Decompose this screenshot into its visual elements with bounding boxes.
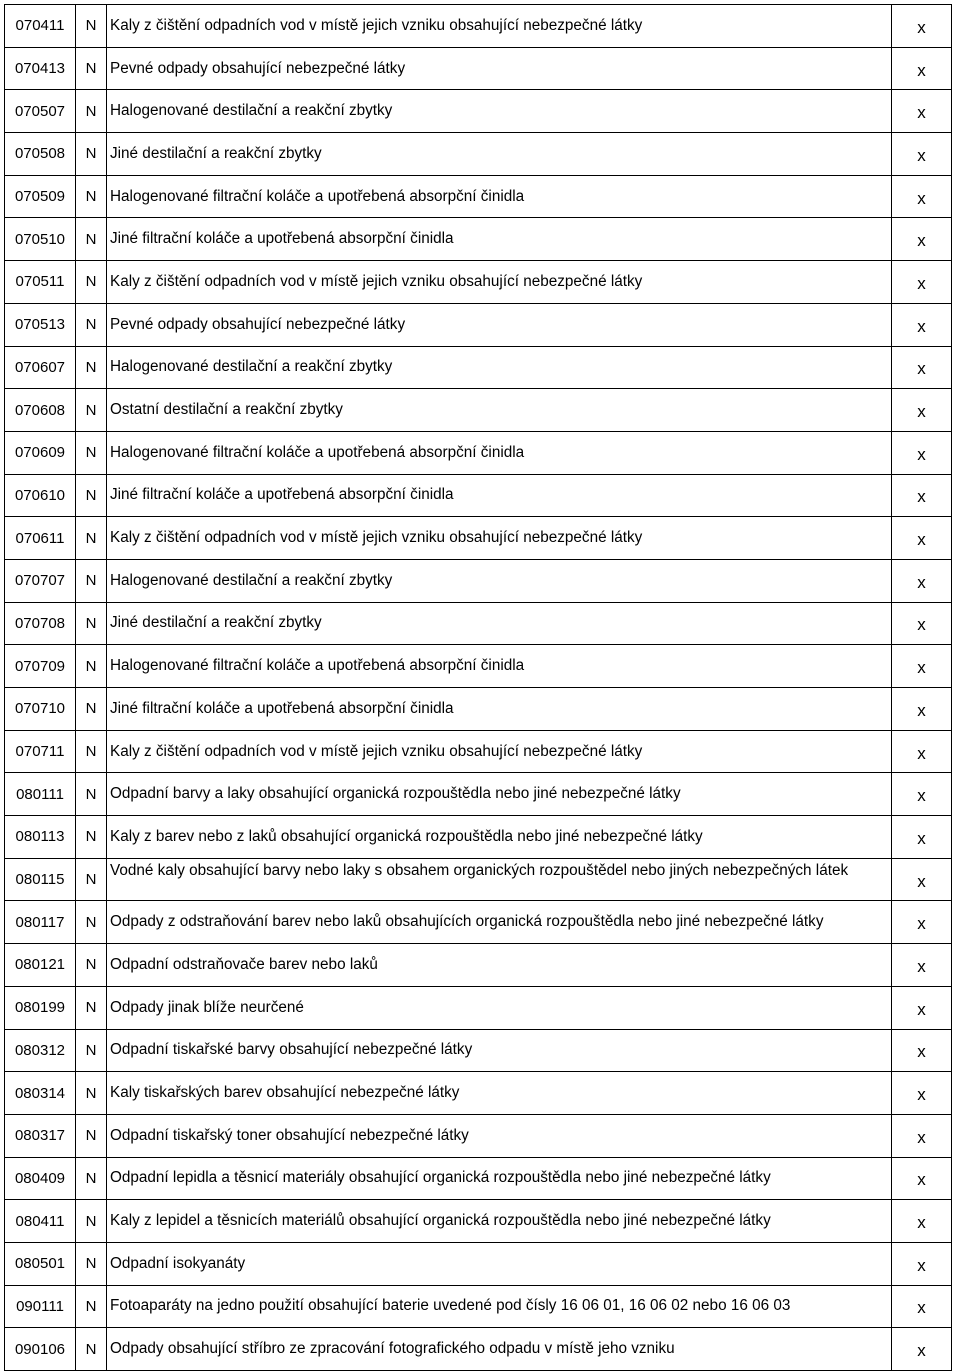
mark-cell: x: [892, 688, 952, 731]
mark-cell: x: [892, 1114, 952, 1157]
table-row: [5, 1157, 952, 1200]
mark-cell: x: [892, 303, 952, 346]
category-cell: N: [76, 901, 107, 944]
mark-cell: x: [892, 90, 952, 133]
waste-name-cell: Jiné filtrační koláče a upotřebená absorpční činidla: [107, 474, 892, 517]
waste-name-cell: Jiné destilační a reakční zbytky: [107, 602, 892, 645]
category-cell: N: [76, 389, 107, 432]
mark-cell: x: [892, 773, 952, 816]
table-row: [5, 986, 952, 1029]
mark-cell: x: [892, 944, 952, 987]
waste-name-cell: Halogenované filtrační koláče a upotřebená absorpční činidla: [107, 431, 892, 474]
waste-name-cell: Jiné filtrační koláče a upotřebená absorpční činidla: [107, 688, 892, 731]
category-cell: N: [76, 90, 107, 133]
waste-name-cell: Kaly z čištění odpadních vod v místě jejich vzniku obsahující nebezpečné látky: [107, 5, 892, 48]
mark-cell: x: [892, 1157, 952, 1200]
waste-name-cell: Pevné odpady obsahující nebezpečné látky: [107, 303, 892, 346]
mark-cell: x: [892, 1328, 952, 1371]
table-body: [5, 5, 952, 1371]
waste-code-cell: 080117: [5, 901, 76, 944]
table-row: [5, 858, 952, 901]
mark-cell: x: [892, 261, 952, 304]
mark-cell: x: [892, 602, 952, 645]
category-cell: N: [76, 773, 107, 816]
waste-code-cell: 080501: [5, 1242, 76, 1285]
mark-cell: x: [892, 133, 952, 176]
mark-cell: x: [892, 1285, 952, 1328]
mark-cell: x: [892, 517, 952, 560]
table-row: [5, 133, 952, 176]
category-cell: N: [76, 303, 107, 346]
waste-code-cell: 070411: [5, 5, 76, 48]
mark-cell: x: [892, 645, 952, 688]
category-cell: N: [76, 858, 107, 901]
waste-code-cell: 070610: [5, 474, 76, 517]
waste-name-cell: Odpadní lepidla a těsnicí materiály obsahující organická rozpouštědla nebo jiné nebezpečné látky: [107, 1157, 892, 1200]
category-cell: N: [76, 816, 107, 859]
waste-name-cell: [107, 858, 892, 901]
waste-code-cell: 070709: [5, 645, 76, 688]
waste-name-cell: Odpadní barvy a laky obsahující organická rozpouštědla nebo jiné nebezpečné látky: [107, 773, 892, 816]
table-row: [5, 47, 952, 90]
waste-name-cell: Halogenované destilační a reakční zbytky: [107, 346, 892, 389]
waste-code-cell: 070607: [5, 346, 76, 389]
mark-cell: x: [892, 730, 952, 773]
table-row: [5, 559, 952, 602]
waste-code-cell: 080312: [5, 1029, 76, 1072]
category-cell: N: [76, 730, 107, 773]
mark-cell: x: [892, 1029, 952, 1072]
mark-cell: x: [892, 1072, 952, 1115]
table-row: [5, 431, 952, 474]
waste-name-cell: Odpady z odstraňování barev nebo laků obsahujících organická rozpouštědla nebo jiné nebezpečné látky: [107, 901, 892, 944]
waste-code-cell: 080314: [5, 1072, 76, 1115]
category-cell: N: [76, 1242, 107, 1285]
mark-cell: x: [892, 1242, 952, 1285]
waste-code-cell: 080121: [5, 944, 76, 987]
waste-name-cell: Pevné odpady obsahující nebezpečné látky: [107, 47, 892, 90]
table-row: [5, 303, 952, 346]
table-row: [5, 90, 952, 133]
mark-cell: x: [892, 901, 952, 944]
mark-cell: x: [892, 858, 952, 901]
category-cell: N: [76, 431, 107, 474]
waste-name-cell: Jiné filtrační koláče a upotřebená absorpční činidla: [107, 218, 892, 261]
mark-cell: x: [892, 816, 952, 859]
category-cell: N: [76, 1328, 107, 1371]
waste-code-cell: 070608: [5, 389, 76, 432]
waste-code-cell: 070510: [5, 218, 76, 261]
category-cell: N: [76, 602, 107, 645]
category-cell: N: [76, 218, 107, 261]
waste-code-cell: 080111: [5, 773, 76, 816]
waste-name-cell: Odpady obsahující stříbro ze zpracování fotografického odpadu v místě jeho vzniku: [107, 1328, 892, 1371]
table-row: [5, 389, 952, 432]
waste-name-cell: Kaly z barev nebo z laků obsahující organická rozpouštědla nebo jiné nebezpečné látky: [107, 816, 892, 859]
category-cell: N: [76, 986, 107, 1029]
waste-catalogue-table: [4, 4, 952, 1371]
mark-cell: x: [892, 986, 952, 1029]
waste-name-cell: Halogenované destilační a reakční zbytky: [107, 559, 892, 602]
category-cell: N: [76, 346, 107, 389]
waste-code-cell: 070710: [5, 688, 76, 731]
mark-cell: x: [892, 346, 952, 389]
waste-name-cell: Fotoaparáty na jedno použití obsahující baterie uvedené pod čísly 16 06 01, 16 06 02 nebo 16 06 03: [107, 1285, 892, 1328]
category-cell: N: [76, 559, 107, 602]
table-row: [5, 517, 952, 560]
table-row: [5, 1242, 952, 1285]
waste-code-cell: 080115: [5, 858, 76, 901]
category-cell: N: [76, 1072, 107, 1115]
table-row: [5, 602, 952, 645]
table-row: [5, 261, 952, 304]
waste-code-cell: 080199: [5, 986, 76, 1029]
waste-name-cell: Kaly z lepidel a těsnicích materiálů obsahující organická rozpouštědla nebo jiné nebezpečné látky: [107, 1200, 892, 1243]
category-cell: N: [76, 5, 107, 48]
table-row: [5, 645, 952, 688]
mark-cell: x: [892, 47, 952, 90]
waste-name-cell: Odpadní odstraňovače barev nebo laků: [107, 944, 892, 987]
waste-code-cell: 070708: [5, 602, 76, 645]
waste-name-cell: Odpadní tiskařské barvy obsahující nebezpečné látky: [107, 1029, 892, 1072]
waste-code-cell: 090106: [5, 1328, 76, 1371]
category-cell: N: [76, 133, 107, 176]
category-cell: N: [76, 517, 107, 560]
mark-cell: x: [892, 389, 952, 432]
table-row: [5, 1328, 952, 1371]
category-cell: N: [76, 1157, 107, 1200]
table-row: [5, 1114, 952, 1157]
table-row: [5, 175, 952, 218]
table-row: [5, 1072, 952, 1115]
waste-code-cell: 070711: [5, 730, 76, 773]
table-row: [5, 5, 952, 48]
table-row: [5, 1200, 952, 1243]
waste-code-cell: 080409: [5, 1157, 76, 1200]
table-row: [5, 944, 952, 987]
table-row: [5, 816, 952, 859]
waste-code-cell: 070707: [5, 559, 76, 602]
mark-cell: x: [892, 218, 952, 261]
waste-code-cell: 080411: [5, 1200, 76, 1243]
waste-code-cell: 080317: [5, 1114, 76, 1157]
category-cell: N: [76, 1029, 107, 1072]
waste-code-cell: 070609: [5, 431, 76, 474]
waste-code-cell: 070507: [5, 90, 76, 133]
waste-name-cell: Odpady jinak blíže neurčené: [107, 986, 892, 1029]
mark-cell: x: [892, 5, 952, 48]
mark-cell: x: [892, 474, 952, 517]
waste-code-cell: 070511: [5, 261, 76, 304]
waste-name-cell: Halogenované destilační a reakční zbytky: [107, 90, 892, 133]
waste-name-cell: Ostatní destilační a reakční zbytky: [107, 389, 892, 432]
category-cell: N: [76, 474, 107, 517]
table-row: [5, 730, 952, 773]
waste-code-cell: 070509: [5, 175, 76, 218]
table-row: [5, 773, 952, 816]
table-row: [5, 688, 952, 731]
waste-code-cell: 080113: [5, 816, 76, 859]
waste-code-cell: 070413: [5, 47, 76, 90]
category-cell: N: [76, 1285, 107, 1328]
category-cell: N: [76, 645, 107, 688]
category-cell: N: [76, 688, 107, 731]
category-cell: N: [76, 1200, 107, 1243]
table-row: [5, 346, 952, 389]
waste-name-text: Vodné kaly obsahující barvy nebo laky s obsahem organických rozpouštědel nebo jiných nebezpečných látek: [110, 861, 849, 879]
mark-cell: x: [892, 431, 952, 474]
waste-name-cell: Kaly tiskařských barev obsahující nebezpečné látky: [107, 1072, 892, 1115]
table-row: [5, 1029, 952, 1072]
waste-name-cell: Kaly z čištění odpadních vod v místě jejich vzniku obsahující nebezpečné látky: [107, 517, 892, 560]
category-cell: N: [76, 175, 107, 218]
category-cell: N: [76, 1114, 107, 1157]
waste-code-cell: 070611: [5, 517, 76, 560]
waste-code-cell: 090111: [5, 1285, 76, 1328]
table-row: [5, 901, 952, 944]
mark-cell: x: [892, 1200, 952, 1243]
waste-name-cell: Halogenované filtrační koláče a upotřebená absorpční činidla: [107, 645, 892, 688]
table-row: [5, 218, 952, 261]
category-cell: N: [76, 47, 107, 90]
waste-name-cell: Odpadní tiskařský toner obsahující nebezpečné látky: [107, 1114, 892, 1157]
category-cell: N: [76, 261, 107, 304]
waste-name-cell: Kaly z čištění odpadních vod v místě jejich vzniku obsahující nebezpečné látky: [107, 730, 892, 773]
waste-code-cell: 070513: [5, 303, 76, 346]
waste-name-cell: Odpadní isokyanáty: [107, 1242, 892, 1285]
waste-name-cell: Kaly z čištění odpadních vod v místě jejich vzniku obsahující nebezpečné látky: [107, 261, 892, 304]
table-row: [5, 1285, 952, 1328]
mark-cell: x: [892, 175, 952, 218]
waste-name-cell: Halogenované filtrační koláče a upotřebená absorpční činidla: [107, 175, 892, 218]
mark-cell: x: [892, 559, 952, 602]
waste-code-cell: 070508: [5, 133, 76, 176]
category-cell: N: [76, 944, 107, 987]
waste-name-cell: Jiné destilační a reakční zbytky: [107, 133, 892, 176]
table-row: [5, 474, 952, 517]
